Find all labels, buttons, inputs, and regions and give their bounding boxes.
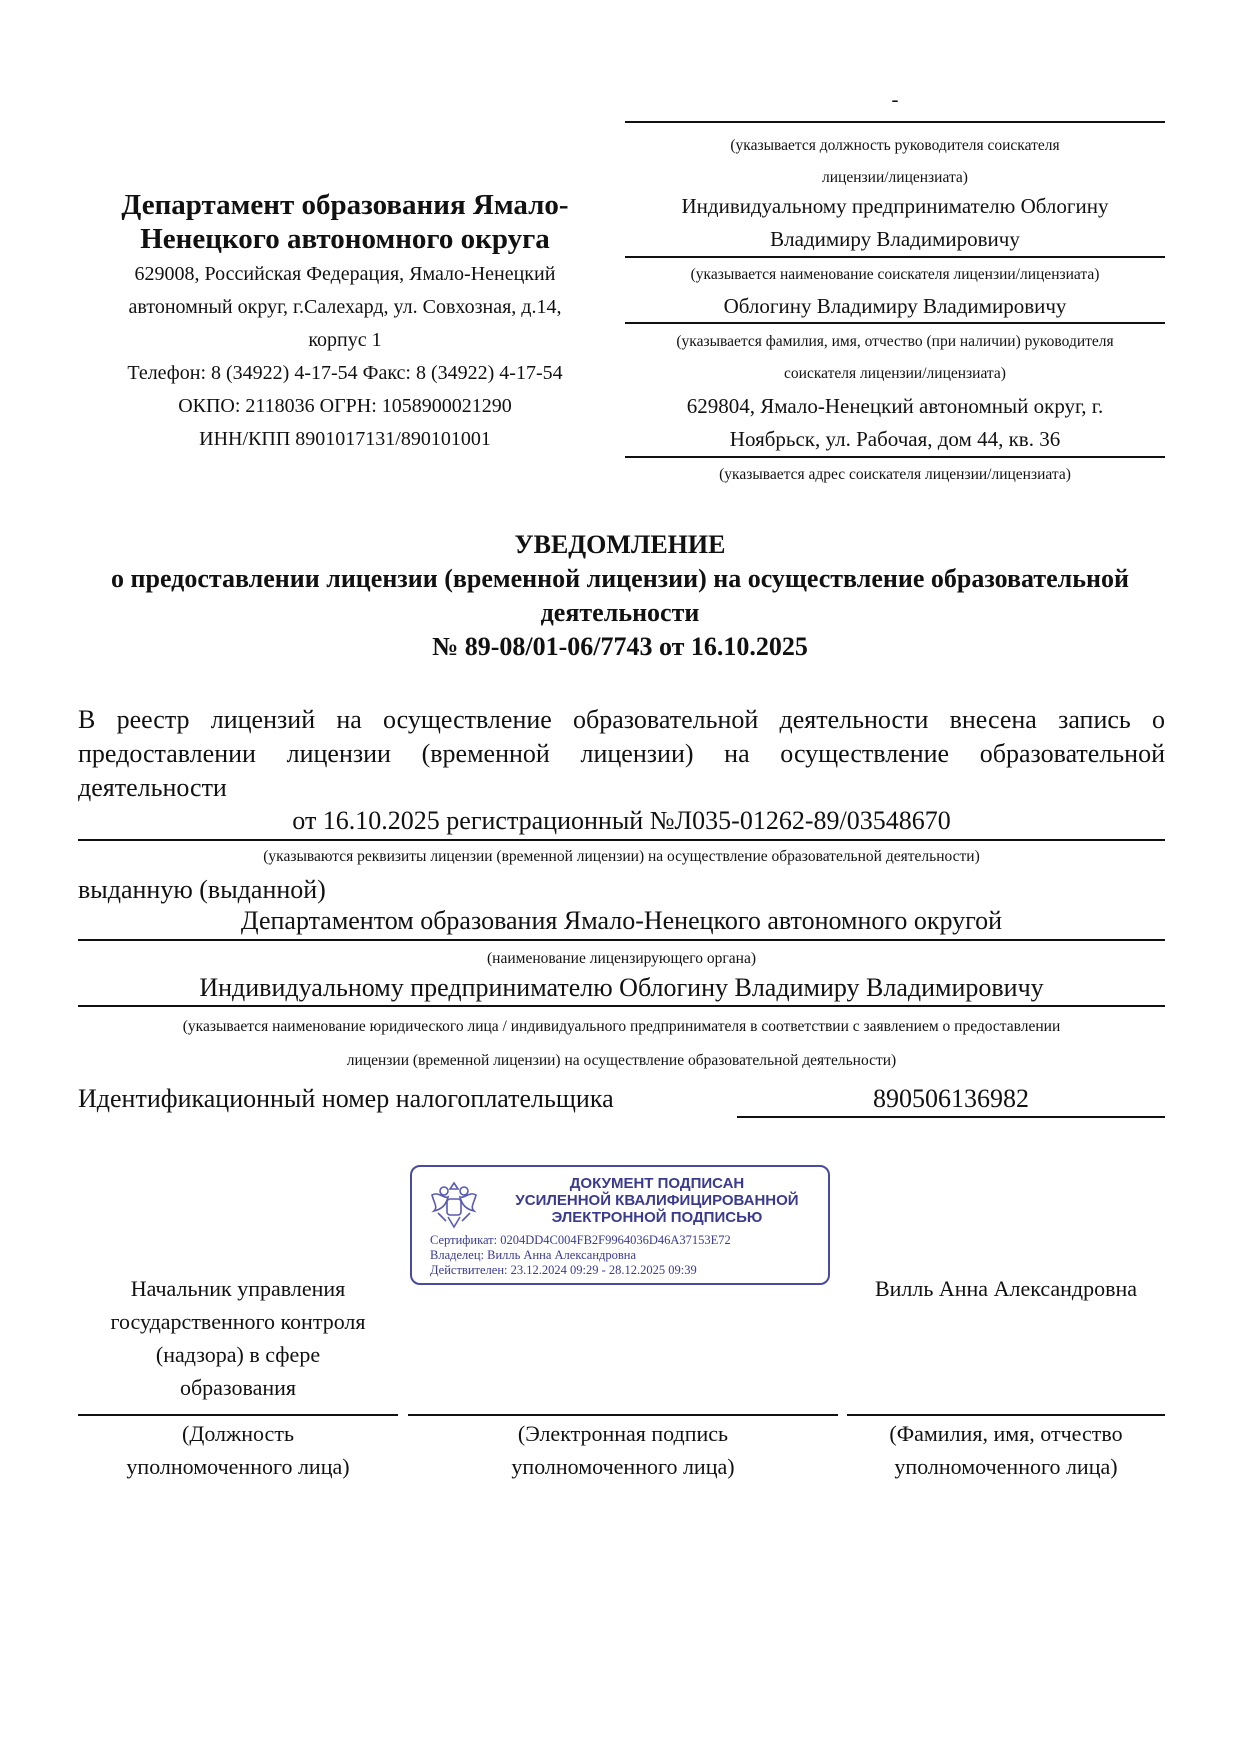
org-address-2: автономный округ, г.Салехард, ул. Совхозная, д.14,	[128, 296, 562, 318]
org-title-line-1: Департамент образования Ямало-	[121, 189, 569, 221]
inn-label: Идентификационный номер налогоплательщика	[78, 1084, 614, 1113]
caption-position-line-1: (Должность	[182, 1421, 294, 1446]
inn-value: 890506136982	[873, 1084, 1029, 1113]
signature-stamp	[410, 1165, 830, 1285]
hint-position: (указывается должность руководителя соискателя	[730, 137, 1060, 154]
divider	[78, 1005, 1165, 1007]
divider	[625, 456, 1165, 458]
signer-position-line-1: Начальник управления	[130, 1276, 346, 1301]
stamp-owner: Владелец: Вилль Анна Александровна	[430, 1248, 637, 1262]
signer-position	[78, 1272, 398, 1404]
org-address-3: корпус 1	[308, 329, 382, 351]
hint-name: (указывается наименование соискателя лицензии/лицензиата)	[690, 266, 1100, 283]
org-title	[95, 188, 595, 256]
address-line-2: Ноябрьск, ул. Рабочая, дом 44, кв. 36	[729, 427, 1061, 451]
caption-fio	[847, 1417, 1165, 1483]
stamp-line-2: УСИЛЕННОЙ КВАЛИФИЦИРОВАННОЙ	[515, 1192, 799, 1209]
org-inn: ИНН/КПП 8901017131/890101001	[199, 428, 491, 450]
hint-licensee-1: (указывается наименование юридического лица / индивидуального предпринимателя в соответствии с заявлением о предоставлении	[182, 1018, 1061, 1035]
caption-signature-line-2: уполномоченного лица)	[511, 1454, 735, 1479]
notice-subtitle-2: деятельности	[540, 598, 700, 627]
coat-of-arms-icon	[424, 1177, 484, 1233]
hint-registration: (указываются реквизиты лицензии (временной лицензии) на осуществление образовательной деятельности)	[263, 848, 980, 865]
body-paragraph: В реестр лицензий на осуществление образовательной деятельности внесена запись о предоставлении лицензии (временной лицензии) на осуществление образовательной деятельности	[78, 705, 1165, 802]
caption-signature-line-1: (Электронная подпись	[517, 1421, 729, 1446]
stamp-line-3: ЭЛЕКТРОННОЙ ПОДПИСЬЮ	[551, 1209, 763, 1226]
hint-position-2: лицензии/лицензиата)	[822, 169, 968, 186]
hint-fio-2: соискателя лицензии/лицензиата)	[784, 365, 1006, 382]
hint-issuer: (наименование лицензирующего органа)	[487, 950, 756, 967]
caption-position	[78, 1417, 398, 1483]
org-okpo: ОКПО: 2118036 ОГРН: 1058900021290	[178, 395, 512, 417]
registration-value: от 16.10.2025 регистрационный №Л035-01262-89/03548670	[292, 806, 951, 835]
signer-position-line-4: образования	[179, 1375, 297, 1400]
licensee-value: Индивидуальному предпринимателю Облогину Владимиру Владимировичу	[199, 973, 1044, 1002]
hint-fio: (указывается фамилия, имя, отчество (при наличии) руководителя	[676, 333, 1114, 350]
caption-fio-line-1: (Фамилия, имя, отчество	[889, 1421, 1123, 1446]
divider	[847, 1414, 1165, 1416]
caption-signature	[408, 1417, 838, 1483]
divider	[625, 121, 1165, 123]
issued-label: выданную (выданной)	[78, 875, 326, 904]
caption-position-line-2: уполномоченного лица)	[126, 1454, 350, 1479]
position-dash: -	[891, 87, 899, 111]
stamp-certificate: Сертификат: 0204DD4C004FB2F9964036D46A37153E72	[430, 1233, 731, 1247]
stamp-line-1: ДОКУМЕНТ ПОДПИСАН	[569, 1175, 745, 1192]
notice-subtitle-1: о предоставлении лицензии (временной лицензии) на осуществление образовательной	[111, 564, 1129, 593]
hint-address: (указывается адрес соискателя лицензии/лицензиата)	[719, 466, 1071, 483]
divider	[78, 839, 1165, 841]
notice-number: № 89-08/01-06/7743 от 16.10.2025	[432, 632, 808, 661]
hint-licensee-2: лицензии (временной лицензии) на осуществление образовательной деятельности)	[346, 1052, 897, 1069]
head-name: Облогину Владимиру Владимировичу	[723, 294, 1067, 318]
divider	[737, 1116, 1165, 1118]
divider	[625, 256, 1165, 258]
notice-title: УВЕДОМЛЕНИЕ	[514, 530, 726, 559]
divider	[78, 939, 1165, 941]
address-line-1: 629804, Ямало-Ненецкий автономный округ, г.	[686, 394, 1104, 418]
divider	[408, 1414, 838, 1416]
divider	[78, 1414, 398, 1416]
signer-name: Вилль Анна Александровна	[874, 1276, 1138, 1301]
org-address-1: 629008, Российская Федерация, Ямало-Ненецкий	[134, 263, 556, 285]
issuer-value: Департаментом образования Ямало-Ненецкого автономного округой	[240, 906, 1003, 935]
recipient-line-2: Владимиру Владимировичу	[770, 227, 1020, 251]
org-title-line-2: Ненецкого автономного округа	[140, 223, 550, 255]
signer-position-line-2: государственного контроля	[110, 1309, 366, 1334]
recipient-line-1: Индивидуальному предпринимателю Облогину	[681, 194, 1109, 218]
stamp-validity: Действителен: 23.12.2024 09:29 - 28.12.2025 09:39	[430, 1263, 697, 1277]
divider	[625, 322, 1165, 324]
caption-fio-line-2: уполномоченного лица)	[894, 1454, 1118, 1479]
signer-position-line-3: (надзора) в сфере	[155, 1342, 321, 1367]
org-phone: Телефон: 8 (34922) 4-17-54 Факс: 8 (34922) 4-17-54	[127, 362, 563, 384]
